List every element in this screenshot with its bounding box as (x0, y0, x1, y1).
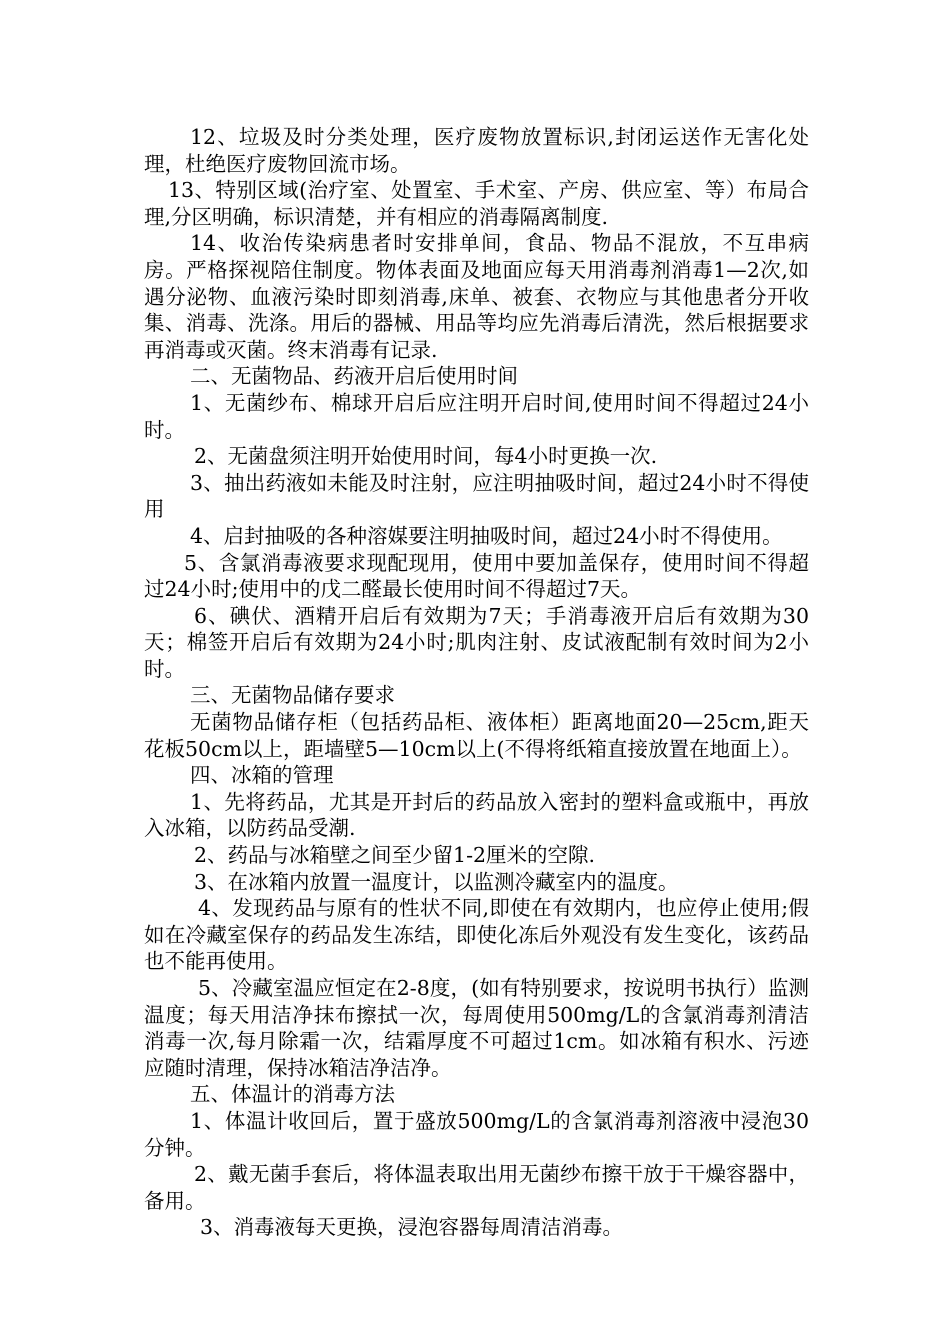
paragraph-item-5-2: 2、戴无菌手套后，将体温表取出用无菌纱布擦干放于干燥容器中，备用。 (144, 1162, 809, 1213)
paragraph-item-12: 12、垃圾及时分类处理，医疗废物放置标识,封闭运送作无害化处理，杜绝医疗废物回流市场。 (144, 125, 809, 176)
section-heading-4: 四、冰箱的管理 (190, 763, 334, 788)
paragraph-item-4-2: 2、药品与冰箱壁之间至少留1-2厘米的空隙. (194, 843, 596, 868)
paragraph-item-4-3: 3、在冰箱内放置一温度计，以监测冷藏室内的温度。 (194, 869, 679, 894)
section-heading-2: 二、无菌物品、药液开启后使用时间 (190, 364, 518, 389)
paragraph-item-4-4: 4、发现药品与原有的性状不同,即使在有效期内，也应停止使用;假如在冷藏室保存的药品发生冻结，即使化冻后外观没有发生变化，该药品也不能再使用。 (144, 896, 809, 974)
paragraph-item-5-1: 1、体温计收回后，置于盛放500mg/L的含氯消毒剂溶液中浸泡30分钟。 (144, 1108, 809, 1160)
paragraph-item-4-1: 1、先将药品，尤其是开封后的药品放入密封的塑料盒或瓶中，再放入冰箱，以防药品受潮. (144, 789, 809, 841)
section-heading-5: 五、体温计的消毒方法 (190, 1082, 395, 1107)
paragraph-item-2-1: 1、无菌纱布、棉球开启后应注明开启时间,使用时间不得超过24小时。 (144, 390, 809, 442)
paragraph-item-5-3: 3、消毒液每天更换，浸泡容器每周清洁消毒。 (200, 1215, 624, 1240)
document-body (144, 124, 809, 1241)
paragraph-item-2-5: 5、含氯消毒液要求现配现用，使用中要加盖保存，使用时间不得超过24小时;使用中的戊二醛最长使用时间不得超过7天。 (144, 550, 809, 602)
paragraph-item-13: 13、特别区域(治疗室、处置室、手术室、产房、供应室、等）布局合理,分区明确，标识清楚，并有相应的消毒隔离制度. (144, 178, 809, 229)
paragraph-item-14: 14、收治传染病患者时安排单间，食品、物品不混放，不互串病房。严格探视陪住制度。物体表面及地面应每天用消毒剂消毒1—2次,如遇分泌物、血液污染时即刻消毒,床单、被套、衣物应与其他患者分开收集、消毒、洗涤。用后的器械、用品等均应先消毒后清洗，然后根据要求再消毒或灭菌。终末消毒有记录. (144, 231, 809, 362)
paragraph-item-2-3: 3、抽出药液如未能及时注射，应注明抽吸时间，超过24小时不得使用 (144, 470, 809, 522)
paragraph-item-2-6: 6、碘伏、酒精开启后有效期为7天；手消毒液开启后有效期为30天；棉签开启后有效期为24小时;肌肉注射、皮试液配制有效时间为2小时。 (144, 603, 809, 681)
paragraph-item-4-5: 5、冷藏室温应恒定在2-8度，(如有特别要求，按说明书执行）监测温度；每天用洁净抹布擦拭一次，每周使用500mg/L的含氯消毒剂清洁消毒一次,每月除霜一次，结霜厚度不可超过1cm。如冰箱有积水、污迹应随时清理，保持冰箱洁净洁净。 (144, 976, 809, 1080)
paragraph-storage: 无菌物品储存柜（包括药品柜、液体柜）距离地面20—25cm,距天花板50cm以上，距墙壁5—10cm以上(不得将纸箱直接放置在地面上）。 (144, 710, 809, 761)
section-heading-3: 三、无菌物品储存要求 (190, 683, 395, 708)
paragraph-item-2-2: 2、无菌盘须注明开始使用时间，每4小时更换一次. (194, 444, 658, 469)
paragraph-item-2-4: 4、启封抽吸的各种溶媒要注明抽吸时间，超过24小时不得使用。 (190, 523, 783, 548)
